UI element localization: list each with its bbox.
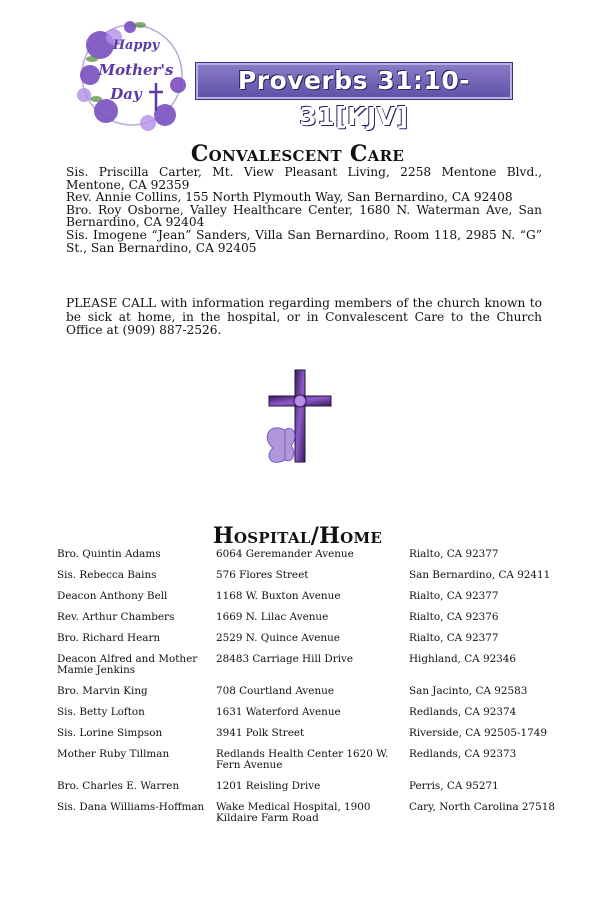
member-address: 1201 Reisling Drive xyxy=(216,780,321,792)
member-address: 576 Flores Street xyxy=(216,569,309,581)
member-name: Deacon Alfred and Mother Mamie Jenkins xyxy=(57,653,198,676)
table-row xyxy=(57,749,577,771)
member-name: Sis. Betty Lofton xyxy=(57,706,145,718)
convalescent-list xyxy=(66,166,542,254)
member-city: Rialto, CA 92377 xyxy=(409,548,499,560)
member-name: Bro. Charles E. Warren xyxy=(57,780,180,792)
member-name: Mother Ruby Tillman xyxy=(57,748,170,760)
table-row xyxy=(57,686,577,697)
member-city: Redlands, CA 92374 xyxy=(409,706,517,718)
member-city: Rialto, CA 92377 xyxy=(409,632,499,644)
convalescent-care-heading: Convalescent Care xyxy=(190,141,405,167)
table-row xyxy=(57,707,577,718)
member-address: 3941 Polk Street xyxy=(216,727,305,739)
member-name: Sis. Lorine Simpson xyxy=(57,727,163,739)
member-name: Sis. Rebecca Bains xyxy=(57,569,157,581)
convalescent-entry: Sis. Priscilla Carter, Mt. View Pleasant Living, 2258 Mentone Blvd., Mentone, CA 92359 xyxy=(66,165,542,192)
convalescent-entry: Sis. Imogene “Jean” Sanders, Villa San Bernardino, Room 118, 2985 N. “G” St., San Bernardino, CA 92405 xyxy=(66,227,542,255)
member-name: Sis. Dana Williams-Hoffman xyxy=(57,801,205,813)
member-city: Perris, CA 95271 xyxy=(409,780,499,792)
member-city: Rialto, CA 92377 xyxy=(409,590,499,602)
member-city: Redlands, CA 92373 xyxy=(409,748,517,760)
member-city: San Bernardino, CA 92411 xyxy=(409,569,551,581)
member-name: Bro. Marvin King xyxy=(57,685,148,697)
mothers-day-wreath xyxy=(70,15,195,135)
hospital-home-table xyxy=(57,549,577,834)
member-address: 1168 W. Buxton Avenue xyxy=(216,590,341,602)
banner-text: Proverbs 31:10-31[KJV] xyxy=(237,66,471,131)
member-name: Rev. Arthur Chambers xyxy=(57,611,175,623)
member-address: 1669 N. Lilac Avenue xyxy=(216,611,329,623)
member-name: Bro. Richard Hearn xyxy=(57,632,161,644)
wreath-text-happy: Happy xyxy=(112,38,160,53)
table-row xyxy=(57,549,577,560)
table-row xyxy=(57,802,577,824)
member-name: Bro. Quintin Adams xyxy=(57,548,161,560)
member-address: 28483 Carriage Hill Drive xyxy=(216,653,354,665)
table-row xyxy=(57,728,577,739)
member-address: Redlands Health Center 1620 W. Fern Avenue xyxy=(216,748,389,771)
member-name: Deacon Anthony Bell xyxy=(57,590,168,602)
table-row xyxy=(57,591,577,602)
table-row xyxy=(57,654,577,676)
table-row xyxy=(57,633,577,644)
table-row xyxy=(57,781,577,792)
wreath-text-day: Day xyxy=(110,85,142,103)
member-address: 708 Courtland Avenue xyxy=(216,685,334,697)
scripture-banner xyxy=(195,62,513,131)
purple-cross-butterfly-icon xyxy=(255,368,347,472)
member-city: Cary, North Carolina 27518 xyxy=(409,801,555,813)
convalescent-entry: Bro. Roy Osborne, Valley Healthcare Center, 1680 N. Waterman Ave, San Bernardino, CA 92404 xyxy=(66,202,542,230)
table-row xyxy=(57,570,577,581)
member-city: Rialto, CA 92376 xyxy=(409,611,499,623)
wreath-text-mothers: Mother's xyxy=(98,61,174,79)
hospital-home-heading: Hospital/Home xyxy=(212,523,383,549)
table-row xyxy=(57,612,577,623)
member-address: Wake Medical Hospital, 1900 Kildaire Farm Road xyxy=(216,801,371,824)
member-city: Highland, CA 92346 xyxy=(409,653,517,665)
convalescent-entry: Rev. Annie Collins, 155 North Plymouth Way, San Bernardino, CA 92408 xyxy=(66,190,513,205)
member-address: 1631 Waterford Avenue xyxy=(216,706,341,718)
member-address: 2529 N. Quince Avenue xyxy=(216,632,340,644)
member-address: 6064 Geremander Avenue xyxy=(216,548,354,560)
call-notice: PLEASE CALL with information regarding members of the church known to be sick at home, in the hospital, or in Convalescent Care to the Church Office at (909) 887-2526. xyxy=(66,296,542,338)
member-city: Riverside, CA 92505-1749 xyxy=(409,727,547,739)
member-city: San Jacinto, CA 92583 xyxy=(409,685,528,697)
